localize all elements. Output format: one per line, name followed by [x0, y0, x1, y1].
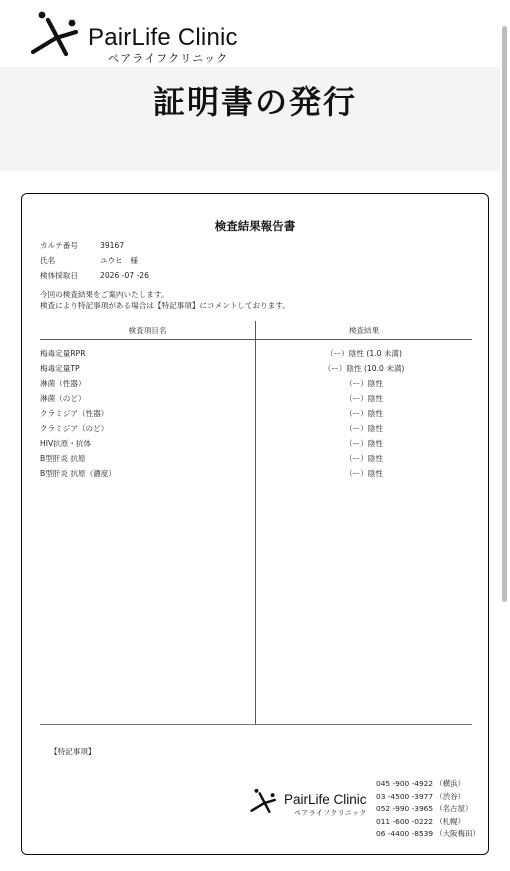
intro-line: 検査により特記事項がある場合は【特記事項】にコメントしております。: [40, 301, 290, 310]
notes-label: 【特記事項】: [50, 747, 96, 756]
brand-logo[interactable]: [30, 10, 240, 65]
column-header-result: 検査結果: [348, 326, 380, 335]
table-row-result: （ー）陰性: [345, 409, 383, 418]
phone-nagoya: 052 -990 -3965 （名古屋）: [376, 804, 473, 814]
table-row-result: （ー）陰性: [345, 439, 383, 448]
phone-shibuya: 03 -4500 -3977 （渋谷）: [376, 791, 465, 801]
table-row-name: クラミジア（のど）: [40, 424, 109, 433]
meta-value: 2026 -07 -26: [100, 271, 149, 280]
table-header-divider: [40, 339, 472, 340]
clinic-phone-list: [376, 778, 486, 841]
meta-value: 39167: [100, 241, 125, 250]
table-row-name: HIV抗原・抗体: [40, 439, 92, 448]
intro-line: 今回の検査結果をご案内いたします。: [40, 290, 169, 299]
table-row-result: （ー）陰性: [345, 394, 383, 403]
table-row-name: 淋菌（のど）: [40, 394, 86, 403]
table-row-name: 梅毒定量TP: [40, 364, 80, 373]
meta-key: 氏名: [40, 256, 56, 265]
table-row-name: 淋菌（性器）: [40, 379, 86, 388]
table-row-result: （ー）陰性 (10.0 未満): [323, 364, 405, 373]
footer-brand-logo: [250, 788, 374, 818]
page-title: 証明書の発行: [152, 83, 357, 121]
table-row-result: （ー）陰性: [345, 379, 383, 388]
meta-key: カルテ番号: [40, 241, 78, 250]
document-title: 検査結果報告書: [214, 219, 296, 233]
phone-yokohama: 045 -900 -4922 （横浜）: [376, 779, 465, 788]
table-row-name: クラミジア（性器）: [40, 409, 109, 418]
table-row-result: （ー）陰性: [345, 469, 383, 478]
table-row-result: （ー）陰性: [345, 454, 383, 463]
meta-row-sample-date: [40, 270, 149, 281]
table-row-name: B型肝炎 抗原（濃度）: [40, 469, 116, 478]
pairlife-logo-icon: [250, 788, 278, 814]
title-band: [0, 67, 500, 171]
table-row-name: B型肝炎 抗原: [40, 454, 86, 463]
footer-brand-kana: ペアライフクリニック: [294, 809, 367, 817]
pairlife-logo-icon: [30, 10, 82, 58]
table-row-name: 梅毒定量RPR: [40, 349, 86, 358]
column-header-test-item: 検査項目名: [128, 326, 167, 335]
meta-value: ユウヒ 様: [100, 256, 138, 265]
scrollbar-thumb[interactable]: [502, 26, 507, 602]
phone-sapporo: 011 -600 -0222 （札幌）: [376, 816, 465, 826]
site-header: [0, 0, 510, 66]
phone-osaka-umeda: 06 -4400 -8539 （大阪梅田）: [376, 829, 480, 839]
table-bottom-divider: [40, 724, 472, 725]
meta-row-chart-number: [40, 240, 124, 251]
footer-brand-name: PairLife Clinic: [284, 792, 367, 807]
table-row-result: （ー）陰性: [345, 424, 383, 433]
meta-key: 検体採取日: [40, 271, 78, 280]
brand-kana: ペアライフクリニック: [108, 52, 229, 65]
brand-name: PairLife Clinic: [88, 24, 238, 51]
table-row-result: （ー）陰性 (1.0 未満): [326, 349, 402, 358]
meta-row-name: [40, 255, 138, 266]
certificate-document: [21, 193, 489, 855]
